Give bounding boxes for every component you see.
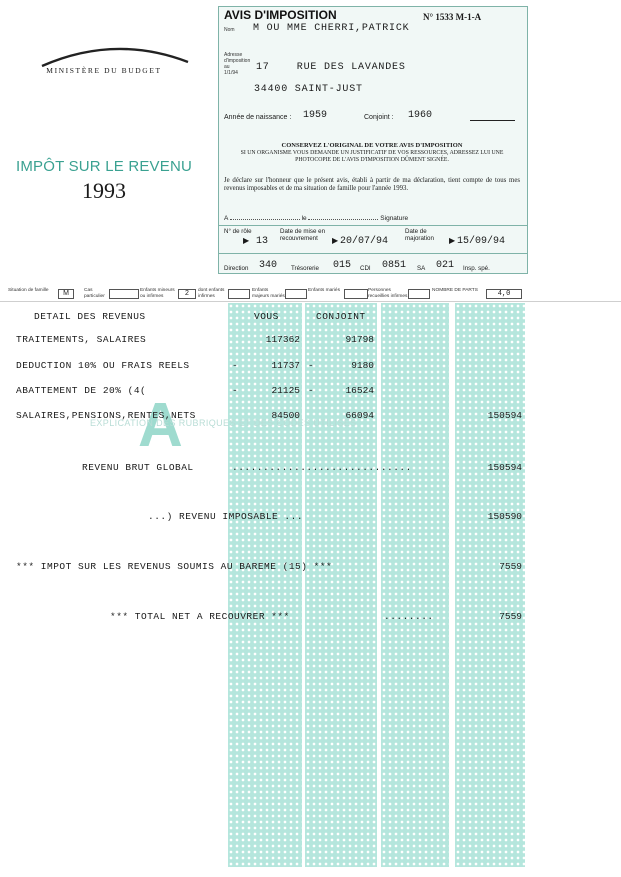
number-of-parts-label: NOMBRE DE PARTS: [432, 288, 478, 293]
ministry-logo-arc: [40, 40, 190, 68]
keep-original-text: SI UN ORGANISME VOUS DEMANDE UN JUSTIFICATIF DE VOS RESSOURCES, ADRESSEZ LUI UNE PHOTOCOPIE DE L'AVIS D'IMPOSITION DÛMENT SIGNÉE.: [240, 150, 504, 163]
row-vous-net-income: 84500: [271, 410, 300, 421]
spouse-label: Conjoint :: [364, 114, 394, 121]
inspection-label: Insp. spé.: [463, 265, 490, 272]
net-total-amount: 7559: [499, 611, 522, 622]
column-header-vous: VOUS: [254, 311, 279, 322]
keep-original-title: CONSERVEZ L'ORIGINAL DE VOTRE AVIS D'IMPOSITION: [281, 142, 463, 149]
surcharge-date: 15/09/94: [457, 236, 506, 247]
married-children-label: Enfants mariés: [308, 288, 340, 293]
row-label-salaries: TRAITEMENTS, SALAIRES: [16, 334, 147, 345]
net-total-dots: ........: [384, 611, 434, 622]
column-total: [455, 303, 525, 867]
row-label-allowance: ABATTEMENT DE 20% (4(: [16, 385, 147, 396]
notice-title: AVIS D'IMPOSITION: [224, 8, 337, 22]
detail-header: DETAIL DES REVENUS: [34, 311, 146, 322]
column-header-conjoint: CONJOINT: [316, 311, 366, 322]
row-conjoint-deduction: 9180: [351, 360, 374, 371]
column-3: [381, 303, 449, 867]
row-conjoint-net-income: 66094: [345, 410, 374, 421]
arrow-right-icon: ▶: [332, 236, 339, 245]
infirm-children-label: dont enfants infirmes: [198, 288, 225, 299]
side-watermark: [532, 8, 544, 268]
surcharge-date-label: Date de majoration: [405, 228, 434, 242]
spouse-birth-year: 1960: [408, 110, 433, 121]
row-label-net-income: SALAIRES,PENSIONS,RENTES,NETS: [16, 410, 196, 421]
cdi-value: 0851: [382, 260, 407, 271]
sa-label: SA: [417, 265, 426, 272]
tresorerie-value: 015: [333, 260, 352, 271]
sign-date-label: le: [301, 215, 307, 222]
taxable-income-total: 150590: [487, 511, 522, 522]
net-total-label: *** TOTAL NET A RECOUVRER ***: [110, 611, 290, 622]
major-children-box: [285, 289, 307, 299]
role-label: N° de rôle: [224, 228, 252, 235]
minor-children-value: 2: [178, 289, 196, 299]
row-label-deduction: DEDUCTION 10% OU FRAIS REELS: [16, 360, 190, 371]
sign-place-line: [230, 213, 300, 220]
dependents-label: Personnes recueillies infirmes: [368, 288, 408, 299]
tax-title: IMPÔT SUR LE REVENU: [15, 158, 193, 175]
tax-year: 1993: [82, 178, 126, 203]
row-sign: -: [308, 385, 315, 396]
row-conjoint-allowance: 16524: [345, 385, 374, 396]
sign-place-label: A: [224, 215, 228, 222]
dependents-box: [408, 289, 430, 299]
sa-value: 021: [436, 260, 455, 271]
signature-label: Signature: [380, 215, 409, 222]
explanation-watermark: EXPLICATION DES RUBRIQUES ET DES CODES UTILISÉS: [90, 418, 357, 428]
ministry-name: MINISTÈRE DU BUDGET: [46, 66, 162, 75]
birth-year: 1959: [303, 110, 328, 121]
notice-box: [218, 6, 528, 274]
gross-income-label: REVENU BRUT GLOBAL: [82, 462, 194, 473]
particular-case-label: Cas particulier: [84, 288, 105, 299]
birth-year-label: Année de naissance :: [224, 114, 292, 121]
direction-label: Direction: [224, 265, 249, 272]
address-label: Adresse d'imposition au 1/1/94: [224, 52, 251, 76]
collection-date: 20/07/94: [340, 236, 389, 247]
cdi-label: CDI: [360, 265, 371, 272]
major-children-label: Enfants majeurs mariés: [252, 288, 285, 299]
row-vous-deduction: 11737: [271, 360, 300, 371]
arrow-right-icon: ▶: [243, 236, 250, 245]
big-letter-watermark: A: [138, 391, 183, 460]
particular-case-box: [109, 289, 139, 299]
row-sign: -: [308, 360, 315, 371]
declaration-text: Je déclare sur l'honneur que le présent avis, établi à partir de ma déclaration, tient compte de tous mes revenus imposables et de ma situation de famille pour l'année 1993.: [224, 177, 520, 192]
tax-on-income-label: *** IMPOT SUR LES REVENUS SOUMIS AU BAREME (15) ***: [16, 561, 333, 572]
taxable-income-label: ...) REVENU IMPOSABLE ...: [148, 511, 304, 522]
tresorerie-label: Trésorerie: [291, 265, 319, 272]
divider: [218, 225, 528, 226]
gross-income-dots: .............................: [232, 462, 412, 473]
tax-on-income-total: 7559: [499, 561, 522, 572]
row-conjoint-salaries: 91798: [345, 334, 374, 345]
arrow-right-icon: ▶: [449, 236, 456, 245]
number-of-parts-value: 4,0: [486, 289, 522, 299]
minor-children-label: Enfants mineurs ou infirmes: [140, 288, 175, 299]
role-value: 13: [256, 236, 269, 247]
name-label: Nom: [224, 27, 235, 33]
infirm-children-box: [228, 289, 250, 299]
notice-number: N° 1533 M-1-A: [423, 12, 482, 22]
row-sign: -: [232, 360, 239, 371]
family-situation-value: M: [58, 289, 74, 299]
sign-date-line: [308, 213, 378, 220]
family-situation-label: Situation de famille: [8, 288, 49, 293]
city: 34400 SAINT-JUST: [254, 84, 363, 95]
collection-date-label: Date de mise en recouvrement: [280, 228, 326, 242]
taxpayer-name: M OU MME CHERRI,PATRICK: [253, 23, 410, 34]
street-address: 17 RUE DES LAVANDES: [256, 62, 406, 73]
row-vous-salaries: 117362: [265, 334, 300, 345]
direction-value: 340: [259, 260, 278, 271]
row-sign: -: [232, 385, 239, 396]
row-vous-allowance: 21125: [271, 385, 300, 396]
gross-income-total: 150594: [487, 462, 522, 473]
divider: [218, 253, 528, 254]
signature-row: [224, 213, 408, 222]
signature-box: [470, 110, 515, 121]
married-children-box: [344, 289, 368, 299]
row-total-net-income: 150594: [487, 410, 522, 421]
